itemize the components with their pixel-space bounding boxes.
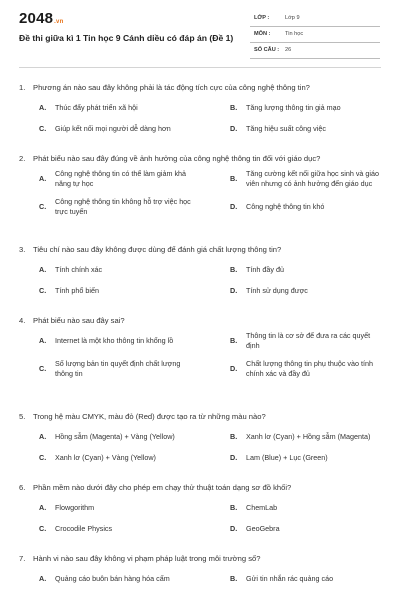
option-letter: D. xyxy=(230,364,238,373)
option-text xyxy=(246,124,326,134)
option-letter: A. xyxy=(39,265,47,274)
meta-row-count xyxy=(250,43,380,59)
option-letter: B. xyxy=(230,336,238,345)
option-text-line: GeoGebra xyxy=(246,524,280,533)
option-text-line: Công nghệ thông tin không hỗ trợ việc học xyxy=(55,197,191,206)
site-logo[interactable] xyxy=(19,10,63,27)
option-letter: C. xyxy=(39,364,47,373)
exam-meta-table xyxy=(250,11,380,59)
option-text-line: Quảng cáo buôn bán hàng hóa cấm xyxy=(55,574,170,583)
option-text xyxy=(246,202,324,212)
option-text-line: năng tự học xyxy=(55,179,94,188)
option-text-line: Tính sử dụng được xyxy=(246,286,308,295)
question-number: 6. xyxy=(19,483,26,492)
option-text xyxy=(55,286,99,296)
question-number: 3. xyxy=(19,245,26,254)
option-text xyxy=(246,432,370,442)
meta-label: MÔN : xyxy=(254,31,271,37)
option-text-line: Flowgorithm xyxy=(55,503,95,512)
option-letter: B. xyxy=(230,432,238,441)
option-text xyxy=(55,524,112,534)
question-text: Tiêu chí nào sau đây không được dùng để đánh giá chất lượng thông tin? xyxy=(33,245,282,254)
question-number: 1. xyxy=(19,83,26,92)
option-text xyxy=(55,336,173,346)
option-text-line: Crocodile Physics xyxy=(55,524,113,533)
option-text-line: ChemLab xyxy=(246,503,278,512)
question-number: 7. xyxy=(19,554,26,563)
option-letter: C. xyxy=(39,524,47,533)
option-letter: D. xyxy=(230,453,238,462)
option-text-line: Tính chính xác xyxy=(55,265,103,274)
option-text xyxy=(55,359,180,379)
option-letter: B. xyxy=(230,574,238,583)
option-letter: D. xyxy=(230,124,238,133)
option-text-line: Công nghệ thông tin khó xyxy=(246,202,325,211)
option-text xyxy=(246,103,341,113)
option-text-line: Tăng hiệu suất công việc xyxy=(246,124,326,133)
option-letter: B. xyxy=(230,503,238,512)
option-text xyxy=(55,574,170,584)
question-text: Trong hệ màu CMYK, màu đỏ (Red) được tạo ra từ những màu nào? xyxy=(33,412,266,421)
option-text-line: Internet là một kho thông tin khổng lồ xyxy=(55,336,174,345)
option-text-line: Giúp kết nối mọi người dễ dàng hơn xyxy=(55,124,171,133)
option-letter: C. xyxy=(39,124,47,133)
option-text-line: Chất lượng thông tin phụ thuộc vào tính xyxy=(246,359,374,368)
option-text xyxy=(55,503,94,513)
option-text-line: Xanh lơ (Cyan) + Hồng sẫm (Magenta) xyxy=(246,432,371,441)
option-text xyxy=(246,359,373,379)
option-letter: B. xyxy=(230,265,238,274)
question-number: 4. xyxy=(19,316,26,325)
option-text xyxy=(246,331,370,351)
option-text-line: Gửi tin nhắn rác quảng cáo xyxy=(246,574,334,583)
option-text-line: Tăng cường kết nối giữa học sinh và giáo xyxy=(246,169,380,178)
meta-label: LỚP : xyxy=(254,15,270,21)
option-text-line: Tăng lượng thông tin giả mạo xyxy=(246,103,341,112)
option-letter: A. xyxy=(39,174,47,183)
option-text xyxy=(246,574,333,584)
meta-value: Lớp 9 xyxy=(285,15,300,21)
meta-label: SỐ CÂU : xyxy=(254,47,280,53)
option-text xyxy=(55,169,186,189)
header-divider xyxy=(19,67,381,68)
option-text xyxy=(246,524,280,534)
meta-row-class xyxy=(250,11,380,27)
option-text xyxy=(55,432,175,442)
meta-value: 26 xyxy=(285,47,292,53)
option-text-line: thông tin xyxy=(55,369,83,378)
option-letter: C. xyxy=(39,453,47,462)
option-letter: D. xyxy=(230,202,238,211)
option-letter: D. xyxy=(230,286,238,295)
option-text xyxy=(246,503,277,513)
option-text xyxy=(55,103,138,113)
option-text-line: trực tuyến xyxy=(55,207,88,216)
option-text xyxy=(55,265,102,275)
question-text: Hành vi nào sau đây không vi phạm pháp luật trong môi trường số? xyxy=(33,554,261,563)
option-text xyxy=(55,453,156,463)
question-text: Phần mềm nào dưới đây cho phép em chạy thử thuật toán dạng sơ đồ khối? xyxy=(33,483,292,492)
option-text xyxy=(246,286,308,296)
option-text-line: Tính đầy đủ xyxy=(246,265,284,274)
option-letter: B. xyxy=(230,174,238,183)
option-letter: C. xyxy=(39,202,47,211)
option-text-line: Tính phổ biến xyxy=(55,286,99,295)
option-letter: C. xyxy=(39,286,47,295)
option-text-line: Thông tin là cơ sở để đưa ra các quyết xyxy=(246,331,371,340)
option-text-line: định xyxy=(246,341,260,350)
option-text-line: Số lượng bản tin quyết định chất lượng xyxy=(55,359,181,368)
option-text xyxy=(246,453,328,463)
option-text-line: Hồng sẫm (Magenta) + Vàng (Yellow) xyxy=(55,432,175,441)
option-text xyxy=(55,197,191,217)
page-title: Đề thi giữa kì 1 Tin học 9 Cánh diều có đáp án (Đề 1) xyxy=(19,33,234,43)
option-text xyxy=(55,124,171,134)
option-letter: A. xyxy=(39,432,47,441)
question-text: Phương án nào sau đây không phải là tác động tích cực của công nghệ thông tin? xyxy=(33,83,310,92)
option-text xyxy=(246,265,284,275)
option-letter: A. xyxy=(39,503,47,512)
option-text xyxy=(246,169,379,189)
option-text-line: chính xác và đầy đủ xyxy=(246,369,310,378)
logo-suffix: .vn xyxy=(54,19,64,25)
option-text-line: viên nhưng có ảnh hưởng đến giáo dục xyxy=(246,179,373,188)
meta-row-subject xyxy=(250,27,380,43)
question-text: Phát biểu nào sau đây sai? xyxy=(33,316,125,325)
option-text-line: Xanh lơ (Cyan) + Vàng (Yellow) xyxy=(55,453,156,462)
question-text: Phát biểu nào sau đây đúng về ảnh hưởng của công nghệ thông tin đối với giáo dục? xyxy=(33,154,321,163)
question-number: 2. xyxy=(19,154,26,163)
page-header xyxy=(0,0,400,62)
option-letter: B. xyxy=(230,103,238,112)
option-letter: A. xyxy=(39,103,47,112)
option-letter: A. xyxy=(39,574,47,583)
option-letter: D. xyxy=(230,524,238,533)
option-text-line: Công nghệ thông tin có thể làm giảm khả xyxy=(55,169,187,178)
option-text-line: Lam (Blue) + Lục (Green) xyxy=(246,453,328,462)
question-number: 5. xyxy=(19,412,26,421)
option-text-line: Thúc đẩy phát triển xã hội xyxy=(55,103,138,112)
option-letter: A. xyxy=(39,336,47,345)
logo-text: 2048 xyxy=(19,10,54,27)
meta-value: Tin học xyxy=(285,31,304,37)
